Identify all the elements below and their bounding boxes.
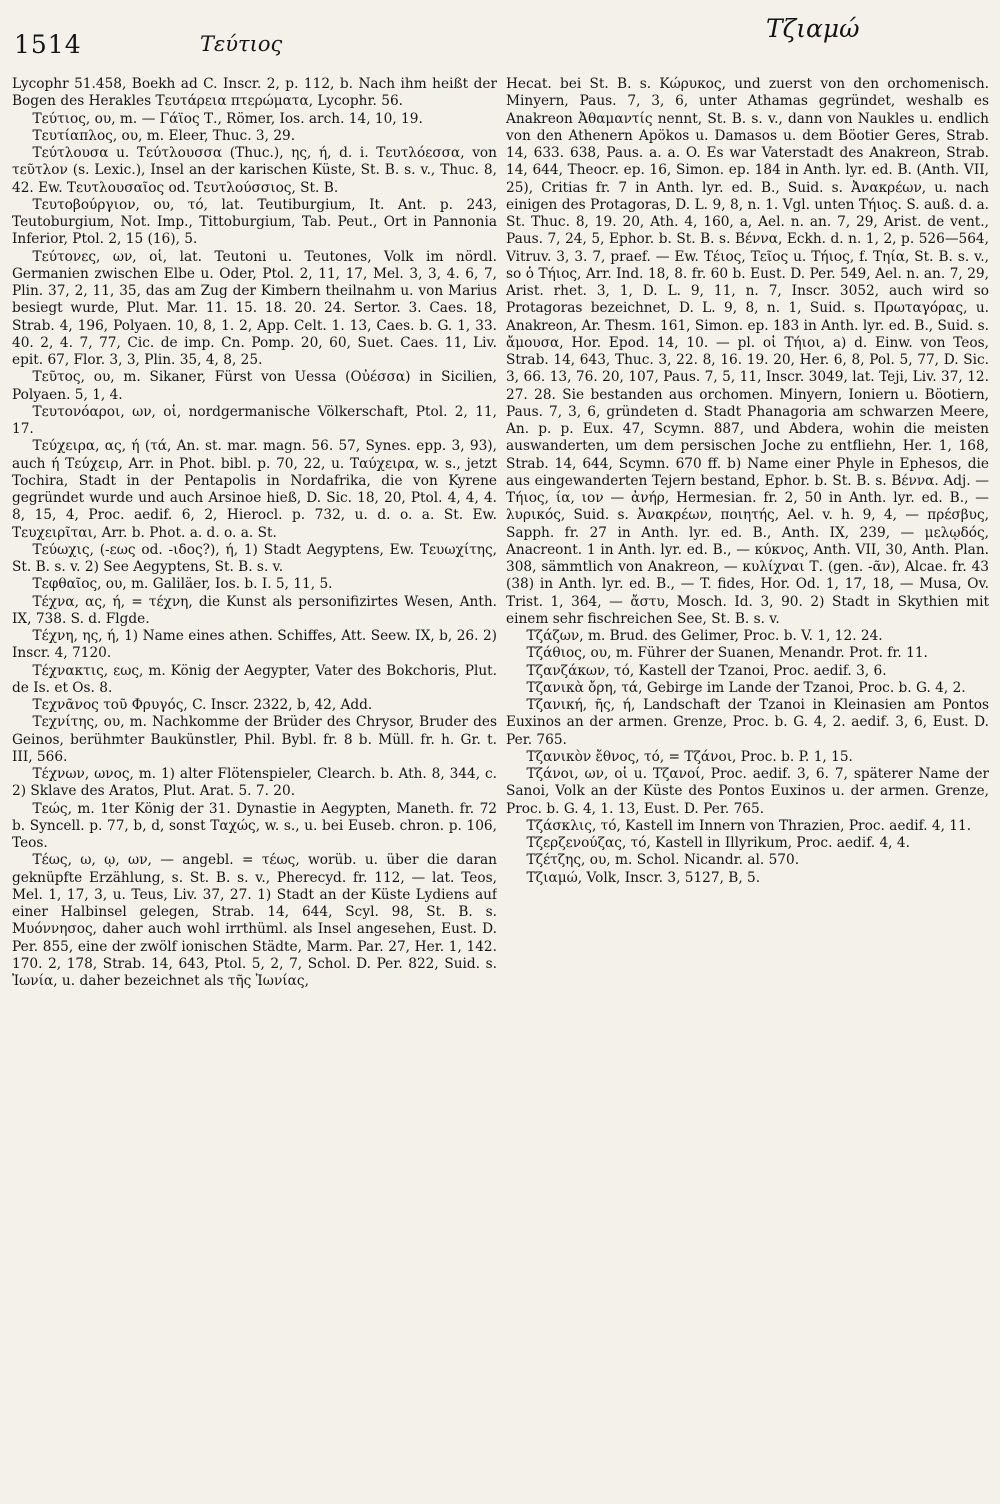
dictionary-entry: Τζάσκλις, τό, Kastell im Innern von Thrazien, Proc. aedif. 4, 11. xyxy=(526,817,972,834)
dictionary-entry: Τζανζάκων, τό, Kastell der Tzanoi, Proc. aedif. 3, 6. xyxy=(526,662,887,679)
dictionary-entry: Τζέτζης, ου, m. Schol. Nicandr. al. 570. xyxy=(526,852,800,869)
dictionary-entry: Τεχνᾶνος τοῦ Φρυγός, C. Inscr. 2322, b, 42, Add. xyxy=(32,697,373,713)
dictionary-entry: Τέχνων, ωνος, m. 1) alter Flötenspieler, Clearch. b. Ath. 8, 344, c. 2) Sklave des Aratos, Plut. Arat. 5. 7. 20. xyxy=(12,766,497,800)
dictionary-entry: Τεχνίτης, ου, m. Nachkomme der Brüder des Chrysor, Bruder des Geinos, berühmter Baukünstler, Phil. Bybl. fr. 8 b. Müll. fr. h. Gr. t. III, 566. xyxy=(12,714,497,765)
dictionary-entry: Τευτονόαροι, ων, οἱ, nordgermanische Völkerschaft, Ptol. 2, 11, 17. xyxy=(12,403,497,437)
dictionary-entry: Τεύωχις, (-εως od. -ιδος?), ή, 1) Stadt Aegyptens, Ew. Τευωχίτης, St. B. s. v. 2) See Aegyptens, St. B. s. v. xyxy=(12,541,497,575)
dictionary-entry: Τευτίαπλος, ου, m. Eleer, Thuc. 3, 29. xyxy=(32,127,296,144)
dictionary-entry: Τεύτλουσα u. Τεύτλουσσα (Thuc.), ης, ή, d. i. Τευτλόεσσα, von τεῦτλον (s. Lexic.), Insel an der karischen Küste, St. B. s. v., Thuc. 8, 42. Ew. Τευτλουσαῖος od. Τευτλούσσιος, St. B. xyxy=(12,145,497,196)
dictionary-entry: Τζερζενούζας, τό, Kastell in Illyrikum, Proc. aedif. 4, 4. xyxy=(526,835,910,851)
dictionary-entry: Τζάνοι, ων, οἱ u. Τζανοί, Proc. aedif. 3, 6. 7, späterer Name der Sanoi, Volk an der Küste des Pontos Euxinos u. der armen. Grenze, Proc. b. G. 4, 1. 13, Eust. D. Per. 765. xyxy=(506,766,989,817)
dictionary-entry: Τζάθιος, ου, m. Führer der Suanen, Menandr. Prot. fr. 11. xyxy=(526,645,928,662)
running-head-right: Τζιαμώ xyxy=(766,14,860,43)
dictionary-entry: Τζανικὰ ὄρη, τά, Gebirge im Lande der Tzanoi, Proc. b. G. 4, 2. xyxy=(526,679,966,696)
page-number: 1514 xyxy=(14,30,82,59)
dictionary-entry: Τέχνα, ας, ή, = τέχνη, die Kunst als personifizirtes Wesen, Anth. IX, 738. S. d. Flgde. xyxy=(12,593,497,627)
dictionary-entry: Τεώς, m. 1ter König der 31. Dynastie in Aegypten, Maneth. fr. 72 b. Syncell. p. 77, b, d, sonst Ταχώς, w. s., u. bei Euseb. chron. p. 106, Teos. xyxy=(12,800,497,851)
dictionary-entry: Τζάζων, m. Brud. des Gelimer, Proc. b. V. 1, 12. 24. xyxy=(526,628,883,644)
dictionary-entry: Τέχνη, ης, ή, 1) Name eines athen. Schiffes, Att. Seew. IX, b, 26. 2) Inscr. 4, 7120. xyxy=(12,628,497,662)
dictionary-entry: Τεφθαῖος, ου, m. Galiläer, Ios. b. I. 5, 11, 5. xyxy=(32,576,333,593)
dictionary-entry: Τζανικὸν ἔθνος, τό, = Τζάνοι, Proc. b. P. 1, 15. xyxy=(526,748,853,765)
dictionary-entry: Τέχνακτις, εως, m. König der Aegypter, Vater des Bokchoris, Plut. de Is. et Os. 8. xyxy=(12,662,497,696)
dictionary-entry: Τζιαμώ, Volk, Inscr. 3, 5127, B, 5. xyxy=(526,869,761,886)
dictionary-entry: Lycophr 51.458, Boekh ad C. Inscr. 2, p. 112, b. Nach ihm heißt der Bogen des Herakles Τευτάρεια πτερώματα, Lycophr. 56. xyxy=(12,76,497,110)
right-column xyxy=(506,76,989,1496)
dictionary-entry: Τεῦτος, ου, m. Sikaner, Fürst von Uessa (Οὐέσσα) in Sicilien, Polyaen. 5, 1, 4. xyxy=(12,369,497,403)
dictionary-entry: Τεύχειρα, ας, ή (τά, An. st. mar. magn. 56. 57, Synes. epp. 3, 93), auch ή Τεύχειρ, Arr. in Phot. bibl. p. 70, 22, u. Ταύχειρα, w. s., jetzt Tochira, Stadt in der Pentapolis in Nordafrika, die von Kyrene gegründet wurde und auch Arsinoe hieß, D. Sic. 18, 20, Ptol. 4, 4, 4. 8, 15, 4, Proc. aedif. 6, 2, Hierocl. p. 732, u. d. o. a. St. Ew. Τευχειρῖται, Arr. b. Phot. a. d. o. a. St. xyxy=(12,438,497,541)
dictionary-entry: Τέως, ω, ῳ, ων, — angebl. = τέως, worüb. u. über die daran geknüpfte Erzählung, s. St. B. s. v., Pherecyd. fr. 112, — lat. Teos, Mel. 1, 17, 3, u. Teus, Liv. 37, 27. 1) Stadt an der Küste Lydiens auf einer Halbinsel gelegen, Strab. 14, 644, Scyl. 98, St. B. s. Μυόννησος, daher auch wohl irrthüml. als Insel angesehen, Eust. D. Per. 855, eine der zwölf ionischen Städte, Marm. Par. 27, Her. 1, 142. 170. 2, 178, Strab. 14, 643, Ptol. 5, 2, 7, Schol. D. Per. 822, Suid. s. Ἰωνία, u. daher bezeichnet als τῆς Ἰωνίας, xyxy=(12,852,497,989)
running-head-left: Τεύτιος xyxy=(200,32,283,56)
dictionary-entry: Τεύτιος, ου, m. — Γάϊος Τ., Römer, Ios. arch. 14, 10, 19. xyxy=(32,110,423,127)
dictionary-entry: Τζανική, ῆς, ή, Landschaft der Tzanoi in Kleinasien am Pontos Euxinos an der armen. Grenze, Proc. b. G. 4, 2. aedif. 3, 6, Eust. D. Per. 765. xyxy=(506,697,989,748)
left-column xyxy=(12,76,497,1496)
dictionary-entry: Hecat. bei St. B. s. Κώρυκος, und zuerst von den orchomenisch. Minyern, Paus. 7, 3, 6, unter Athamas gegründet, weshalb es Anakreon Ἀθαμαντίς nennt, St. B. s. v., dann von Naukles u. endlich von den Athenern Apökos u. Damasos u. dem Böotier Geres, Strab. 14, 633. 638, Paus. a. a. O. Es war Vaterstadt des Anakreon, Strab. 14, 644, Theocr. ep. 16, Simon. ep. 184 in Anth. lyr. ed. B. (Anth. VII, 25), Critias fr. 7 in Anth. lyr. ed. B., Suid. s. Ἀνακρέων, u. nach einigen des Protagoras, D. L. 9, 8, n. 1. Vgl. unten Τήιος. S. auß. d. a. St. Thuc. 8, 19. 20, Ath. 4, 160, a, Ael. n. an. 7, 29, Arist. de vent., Paus. 7, 24, 5, Ephor. b. St. B. s. Βέννα, Eckh. d. n. 1, 2, p. 526—564, Vitruv. 3, 3. 7, praef. — Ew. Τέιος, Τεῖος u. Τήιος, f. Τηία, St. B. s. v., so ὁ Τήιος, Arr. Ind. 18, 8. fr. 60 b. Eust. D. Per. 549, Ael. n. an. 7, 29, Arist. rhet. 3, 1, D. L. 9, 11, n. 7, Inscr. 3052, auch wird so Protagoras bezeichnet, D. L. 9, 8, n. 1, Suid. s. Πρωταγόρας, u. Anakreon, Ar. Thesm. 161, Simon. ep. 183 in Anth. lyr. ed. B., Suid. s. ἄμουσα, Hor. Epod. 14, 10. — pl. οἱ Τήιοι, a) d. Einw. von Teos, Strab. 14, 643, Thuc. 3, 22. 8, 16. 19. 20, Her. 6, 8, Pol. 5, 77, D. Sic. 3, 66. 13, 76. 20, 107, Paus. 7, 5, 11, Inscr. 3049, lat. Teji, Liv. 37, 12. 27. 28. Sie bestanden aus orchomen. Minyern, Ioniern u. Böotiern, Paus. 7, 3, 6, gründeten d. Stadt Phanagoria am schwarzen Meere, An. p. p. Eux. 47, Scymn. 887, und Abdera, wohin die meisten auswanderten, um dem persischen Joche zu entfliehn, Her. 1, 168, Strab. 14, 644, Scymn. 670 ff. b) Name einer Phyle in Ephesos, die aus eingewanderten Tejern bestand, Ephor. b. St. B. s. Βέννα. Adj. — Τήιος, ία, ιον — ἀνήρ, Hermesian. fr. 2, 50 in Anth. lyr. ed. B., — λυρικός, Suid. s. Ἀνακρέων, ποιητής, Ael. v. h. 9, 4, — πρέσβυς, Sapph. fr. 27 in Anth. lyr. ed. B., Anth. IX, 239, — μελῳδός, Anacreont. 1 in Anth. lyr. ed. B., — κύκνος, Anth. VII, 30, Anth. Plan. 308, sämmtlich von Anakreon, — κυλίχναι Τ. (gen. -ᾶν), Alcae. fr. 43 (38) in Anth. lyr. ed. B., — T. fides, Hor. Od. 1, 17, 18, — Musa, Ov. Trist. 1, 364, — ἄστυ, Mosch. Id. 3, 90. 2) Stadt in Skythien mit einem sehr fischreichen See, St. B. s. v. xyxy=(506,76,989,627)
dictionary-entry: Τευτοβούργιον, ου, τό, lat. Teutiburgium, It. Ant. p. 243, Teutoburgium, Not. Imp., Tittoburgium, Tab. Peut., Ort in Pannonia Inferior, Ptol. 2, 15 (16), 5. xyxy=(12,196,497,248)
dictionary-entry: Τεύτονες, ων, οἱ, lat. Teutoni u. Teutones, Volk im nördl. Germanien zwischen Elbe u. Oder, Ptol. 2, 11, 17, Mel. 3, 3, 4. 6, 7, Plin. 37, 2, 11, 35, das am Zug der Kimbern theilnahm u. von Marius besiegt wurde, Plut. Mar. 11. 15. 18. 20. 24. Sertor. 3. Caes. 18, Strab. 4, 196, Polyaen. 10, 8, 1. 2, App. Celt. 1. 13, Caes. b. G. 1, 33. 40. 2, 4. 7, 77, Cic. de imp. Cn. Pomp. 20, 60, Suet. Caes. 11, Liv. epit. 67, Flor. 3, 3, Plin. 35, 4, 8, 25. xyxy=(12,248,497,368)
